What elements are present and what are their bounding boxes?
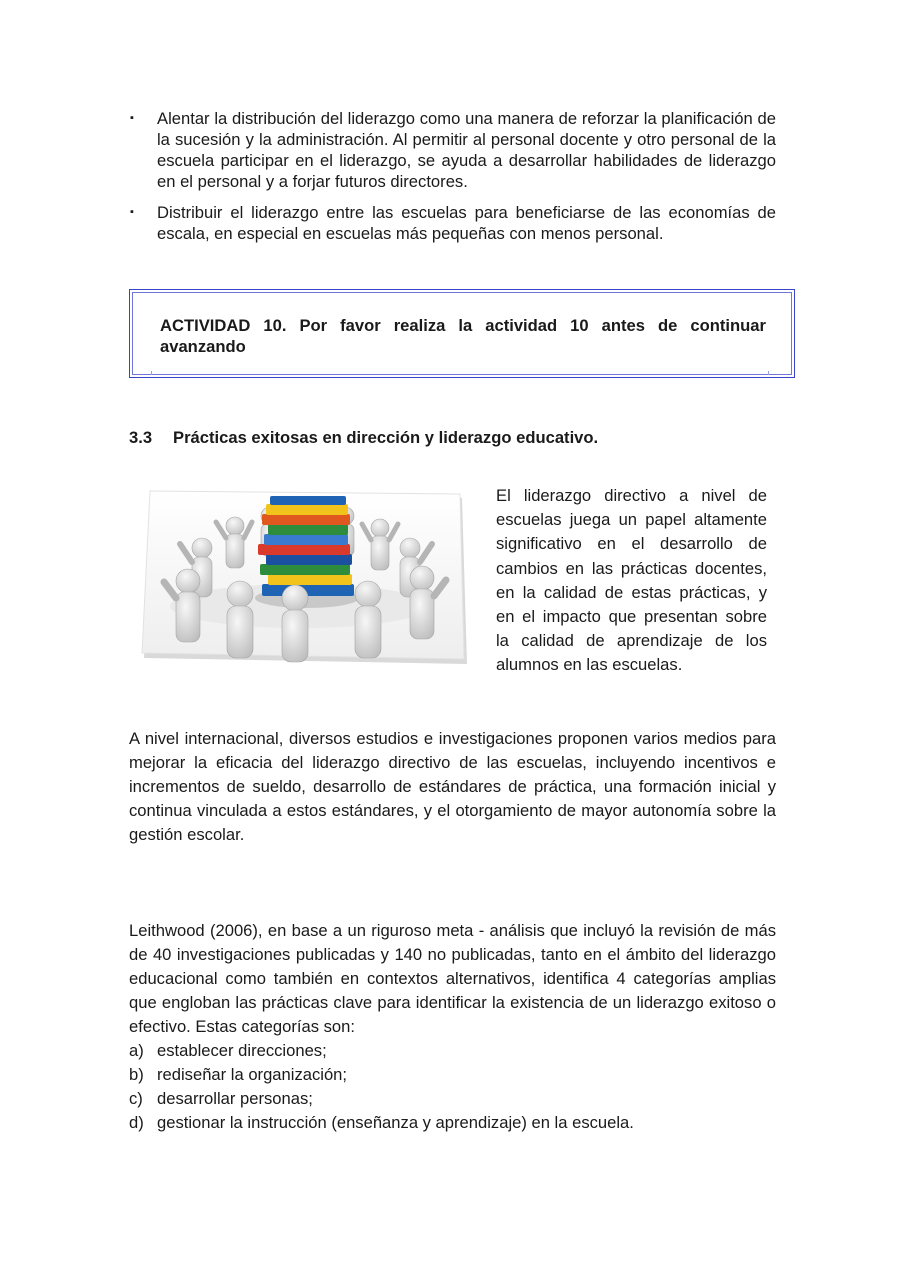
- list-text: rediseñar la organización;: [157, 1065, 348, 1084]
- books-people-circle-illustration-icon: [140, 486, 475, 676]
- bullet-list: [129, 108, 776, 254]
- list-text: gestionar la instrucción (enseñanza y aprendizaje) en la escuela.: [157, 1113, 634, 1132]
- bullet-text: Distribuir el liderazgo entre las escuelas para beneficiarse de las economías de escala, en especial en escuelas más pequeñas con menos personal.: [157, 203, 776, 243]
- list-label: d): [129, 1113, 144, 1132]
- list-text: desarrollar personas;: [157, 1089, 313, 1108]
- list-label: a): [129, 1041, 144, 1060]
- activity-box: [129, 289, 795, 378]
- paragraph-leithwood: Leithwood (2006), en base a un riguroso meta - análisis que incluyó la revisión de más de 40 investigaciones publicadas y 140 no publicadas, tanto en el ámbito del liderazgo educacional como también en contextos alternativos, identifica 4 categorías amplias que engloban las prácticas clave para identificar la existencia de un liderazgo exitoso o efectivo. Estas categorías son:: [129, 921, 776, 1036]
- box-corner-mark: [151, 371, 152, 375]
- list-label: b): [129, 1065, 144, 1084]
- section-number: 3.3: [129, 428, 153, 447]
- activity-text: ACTIVIDAD 10. Por favor realiza la actividad 10 antes de continuar avanzando: [160, 316, 766, 356]
- list-item: [129, 1087, 776, 1111]
- square-bullet-icon: ▪: [130, 206, 134, 218]
- categories-list: [129, 1039, 776, 1135]
- section-heading: [129, 427, 598, 448]
- activity-box-inner: [132, 292, 792, 375]
- list-label: c): [129, 1089, 143, 1108]
- side-paragraph: El liderazgo directivo a nivel de escuelas juega un papel altamente significativo en el desarrollo de cambios en las prácticas docentes, en la calidad de estas prácticas, y en el impacto que presentan sobre la calidad de aprendizaje de los alumnos en las escuelas.: [496, 486, 767, 675]
- box-corner-mark: [768, 371, 769, 375]
- section-title: Prácticas exitosas en dirección y liderazgo educativo.: [173, 428, 599, 447]
- bullet-text: Alentar la distribución del liderazgo como una manera de reforzar la planificación de la sucesión y la administración. Al permitir al personal docente y otro personal de la escuela participar en el liderazgo, se ayuda a desarrollar habilidades de liderazgo en el personal y a forjar futuros directores.: [157, 109, 776, 191]
- bullet-item: [129, 202, 776, 244]
- list-item: [129, 1111, 776, 1135]
- list-text: establecer direcciones;: [157, 1041, 327, 1060]
- list-item: [129, 1063, 776, 1087]
- paragraph-international: A nivel internacional, diversos estudios e investigaciones proponen varios medios para mejorar la eficacia del liderazgo directivo de las escuelas, incluyendo incentivos e incrementos de sueldo, desarrollo de estándares de práctica, una formación inicial y continua vinculada a estos estándares, y el otorgamiento de mayor autonomía sobre la gestión escolar.: [129, 729, 776, 844]
- list-item: [129, 1039, 776, 1063]
- bullet-item: [129, 108, 776, 192]
- square-bullet-icon: ▪: [130, 112, 134, 124]
